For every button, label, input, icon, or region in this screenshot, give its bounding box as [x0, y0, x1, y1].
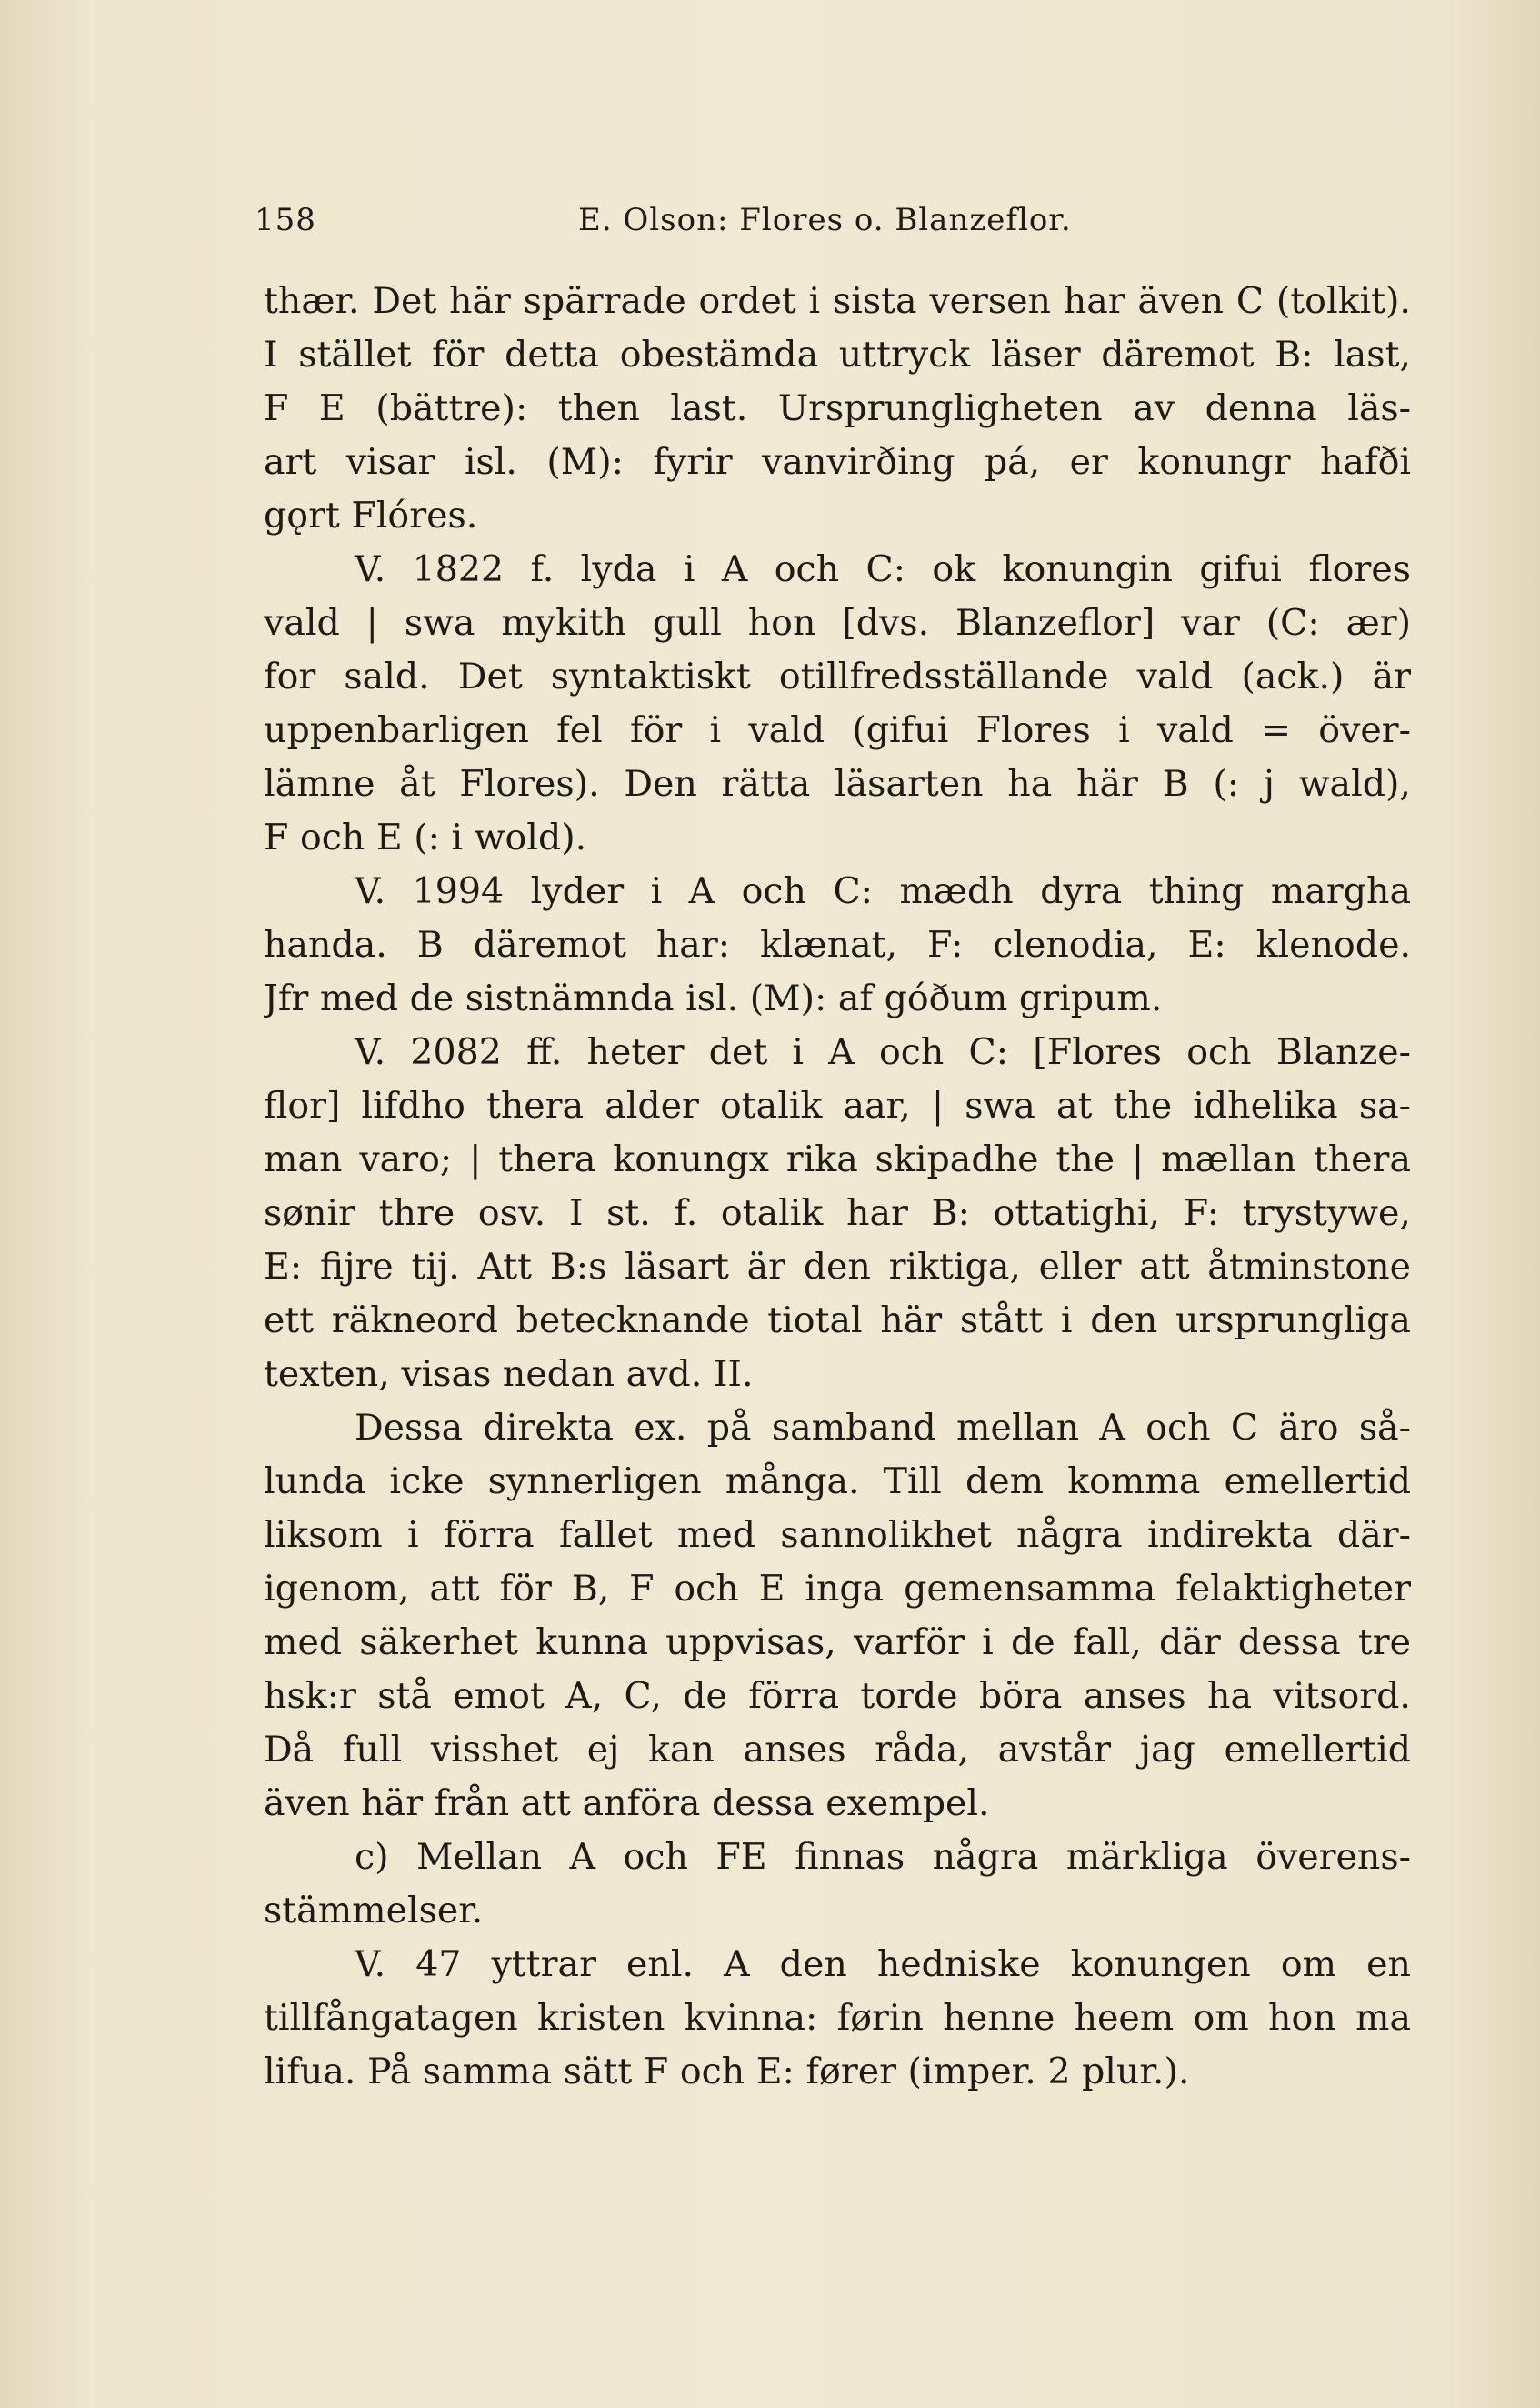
- text-line: med säkerhet kunna uppvisas, varför i de fall, där dessa tre: [264, 1621, 1411, 1663]
- page-header: [255, 202, 1409, 249]
- text-line: tillfångatagen kristen kvinna: førin henne heem om hon ma: [264, 1997, 1411, 2039]
- text-line: ett räkneord betecknande tiotal här stått i den ursprungliga: [264, 1299, 1411, 1341]
- text-line: art visar isl. (M): fyrir vanvirðing pá, er konungr hafði: [264, 441, 1411, 483]
- text-line: stämmelser.: [264, 1890, 484, 1931]
- text-line: V. 1994 lyder i A och C: mædh dyra thing margha: [355, 870, 1411, 912]
- text-line: thær. Det här spärrade ordet i sista versen har även C (tolkit).: [264, 280, 1411, 322]
- text-line: hsk:r stå emot A, C, de förra torde böra anses ha vitsord.: [264, 1675, 1411, 1717]
- text-line: handa. B däremot har: klænat, F: clenodia, E: klenode.: [264, 924, 1411, 966]
- text-line: flor] lifdho thera alder otalik aar, | swa at the idhelika sa-: [264, 1085, 1411, 1127]
- text-line: for sald. Det syntaktiskt otillfredsställande vald (ack.) är: [264, 656, 1411, 697]
- text-line: igenom, att för B, F och E inga gemensamma felaktigheter: [264, 1568, 1411, 1610]
- text-line: gǫrt Flóres.: [264, 495, 478, 537]
- text-line: I stället för detta obestämda uttryck läser däremot B: last,: [264, 334, 1411, 376]
- text-line: F E (bättre): then last. Ursprungligheten av denna läs-: [264, 387, 1411, 429]
- running-title: E. Olson: Flores o. Blanzeflor.: [578, 202, 1072, 238]
- text-line: uppenbarligen fel för i vald (gifui Flores i vald = över-: [264, 709, 1411, 751]
- text-line: man varo; | thera konungx rika skipadhe the | mællan thera: [264, 1139, 1411, 1180]
- text-line: lämne åt Flores). Den rätta läsarten ha här B (: j wald),: [264, 763, 1411, 805]
- text-line: Då full visshet ej kan anses råda, avstår jag emellertid: [264, 1729, 1411, 1771]
- text-line: Dessa direkta ex. på samband mellan A och C äro så-: [355, 1407, 1411, 1449]
- text-line: lifua. På samma sätt F och E: fører (imper. 2 plur.).: [264, 2051, 1190, 2092]
- text-line: texten, visas nedan avd. II.: [264, 1353, 754, 1395]
- text-line: liksom i förra fallet med sannolikhet några indirekta där-: [264, 1514, 1411, 1556]
- text-line: V. 2082 ff. heter det i A och C: [Flores och Blanze-: [355, 1031, 1411, 1073]
- text-line: c) Mellan A och FE finnas några märkliga överens-: [355, 1836, 1411, 1878]
- text-line: även här från att anföra dessa exempel.: [264, 1782, 990, 1824]
- page-number: 158: [255, 202, 316, 238]
- text-line: F och E (: i wold).: [264, 817, 587, 858]
- text-line: Jfr med de sistnämnda isl. (M): af góðum gripum.: [264, 978, 1163, 1019]
- body-text: [264, 275, 1411, 2099]
- text-line: E: fijre tij. Att B:s läsart är den riktiga, eller att åtminstone: [264, 1246, 1411, 1288]
- text-line: vald | swa mykith gull hon [dvs. Blanzeflor] var (C: ær): [264, 602, 1411, 644]
- text-line: lunda icke synnerligen många. Till dem komma emellertid: [264, 1460, 1411, 1502]
- text-line: V. 1822 f. lyda i A och C: ok konungin gifui flores: [355, 548, 1411, 590]
- text-line: sønir thre osv. I st. f. otalik har B: ottatighi, F: trystywe,: [264, 1192, 1411, 1234]
- text-line: V. 47 yttrar enl. A den hedniske konungen om en: [355, 1943, 1411, 1985]
